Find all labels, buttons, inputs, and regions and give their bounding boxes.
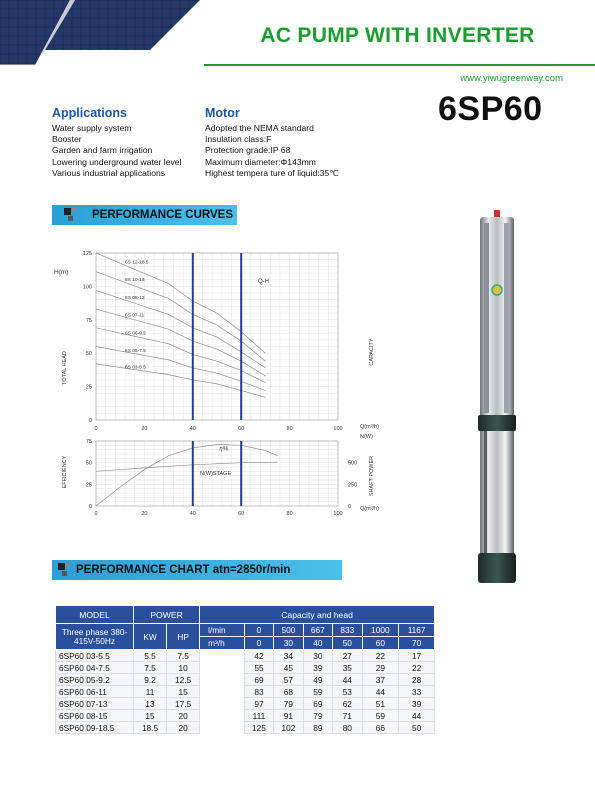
cell-hp: 7.5: [167, 650, 200, 662]
y-tick-label: 25: [85, 384, 92, 391]
cell-model: 6SP60 09-18.5: [56, 722, 134, 734]
list-item: Maximum diameter:Φ143mm: [205, 156, 316, 167]
cell-kw: 18.5: [134, 722, 167, 734]
cell-head: 39: [303, 662, 332, 674]
cell-head: 35: [333, 662, 362, 674]
cell-head: 33: [399, 686, 435, 698]
y-tick-label: 50: [85, 351, 92, 358]
y-tick-label: 0: [88, 504, 92, 510]
cell-head: 59: [303, 686, 332, 698]
y-tick-label: 125: [82, 251, 92, 257]
y-axis-title: TOTAL HEAD: [62, 351, 68, 385]
cell-blank: [200, 662, 245, 674]
cell-head: 22: [399, 662, 435, 674]
series-label: 6S 10-15: [125, 278, 145, 284]
x-axis-title: Q(m³/h): [360, 424, 379, 430]
cell-head: 57: [274, 674, 303, 686]
list-item: Garden and farm irrigation: [52, 145, 153, 156]
list-item: Various industrial applications: [52, 167, 166, 178]
x-tick-label: 100: [333, 426, 343, 432]
square-icon: [62, 571, 67, 576]
applications-list: [52, 123, 181, 179]
cell-head: 102: [274, 722, 303, 734]
x-tick-label: 40: [189, 511, 196, 517]
table-header-lmin: l/min: [200, 624, 245, 637]
right-axis-title: CAPACITY: [369, 338, 375, 366]
cell-kw: 9.2: [134, 674, 167, 686]
cell-head: 30: [303, 650, 332, 662]
y-tick-label: 50: [85, 460, 92, 467]
cell-kw: 5.5: [134, 650, 167, 662]
cell-head: 55: [244, 662, 273, 674]
table-header-cell: 70: [399, 637, 435, 650]
cell-head: 42: [244, 650, 273, 662]
list-item: Lowering underground water level: [52, 156, 182, 167]
y-tick-label: 25: [85, 482, 92, 489]
table-header-cell: 40: [303, 637, 332, 650]
square-icon: [64, 208, 71, 215]
table-header-phase: Three phase 380-415V-50Hz: [56, 624, 134, 650]
title-divider: [204, 64, 595, 66]
series-label: 6S 06-9.2: [125, 331, 146, 337]
list-item: Insulation class:F: [205, 134, 272, 145]
series-line: [96, 253, 265, 353]
motor-list: [205, 123, 339, 179]
cell-head: 44: [333, 674, 362, 686]
banner-title: PERFORMANCE CHART atn=2850r/min: [76, 564, 291, 576]
cell-head: 37: [362, 674, 399, 686]
table-row: [56, 710, 435, 722]
cell-head: 51: [362, 698, 399, 710]
model-number: 6SP60: [438, 90, 543, 128]
list-item: Protection grade:IP 68: [205, 145, 291, 156]
banner-title: PERFORMANCE CURVES: [92, 209, 233, 221]
table-header-cell: 30: [274, 637, 303, 650]
cell-head: 66: [362, 722, 399, 734]
cell-blank: [200, 674, 245, 686]
website-text: www.yiwugreenway.com: [460, 73, 563, 84]
y-tick-label: 75: [85, 439, 92, 445]
cell-head: 17: [399, 650, 435, 662]
series-label: 6S 12-18.5: [125, 260, 149, 266]
table-header-kw: KW: [134, 624, 167, 650]
cell-kw: 11: [134, 686, 167, 698]
cell-hp: 15: [167, 686, 200, 698]
series-line: [96, 445, 278, 507]
cell-head: 69: [244, 674, 273, 686]
y2-tick-label: 500: [348, 460, 358, 467]
cell-hp: 20: [167, 722, 200, 734]
pump-image: [466, 205, 526, 595]
list-item: Water supply system: [52, 123, 132, 133]
cell-head: 34: [274, 650, 303, 662]
cell-head: 29: [362, 662, 399, 674]
x-tick-label: 80: [286, 426, 293, 432]
cell-head: 22: [362, 650, 399, 662]
list-item: Adopted the NEMA standard: [205, 123, 314, 133]
cell-head: 49: [303, 674, 332, 686]
series-label: 6S 08-13: [125, 295, 145, 301]
square-icon: [72, 208, 76, 212]
cell-head: 45: [274, 662, 303, 674]
x-tick-label: 0: [94, 511, 98, 517]
cell-head: 69: [303, 698, 332, 710]
cell-blank: [200, 650, 245, 662]
square-icon: [66, 563, 70, 567]
y-axis-title: EFFICIENCY: [62, 455, 68, 489]
cell-blank: [200, 722, 245, 734]
cell-blank: [200, 698, 245, 710]
cell-hp: 10: [167, 662, 200, 674]
cell-kw: 7.5: [134, 662, 167, 674]
y-tick-label: 0: [88, 418, 92, 424]
cell-head: 83: [244, 686, 273, 698]
series-line: [96, 328, 265, 383]
table-header-power: POWER: [134, 606, 200, 624]
table-row: [56, 686, 435, 698]
right-axis-title: SHAFT POWER: [369, 455, 375, 497]
right-unit-label: N(W): [360, 434, 373, 440]
x-tick-label: 20: [141, 426, 148, 432]
table-header-cell: 1167: [399, 624, 435, 637]
table-header-cell: 667: [303, 624, 332, 637]
cell-hp: 17.5: [167, 698, 200, 710]
table-row: [56, 662, 435, 674]
cell-head: 79: [303, 710, 332, 722]
series-label: 6S 03-5.5: [125, 365, 146, 371]
cell-hp: 20: [167, 710, 200, 722]
series-label: 6S 07-11: [125, 313, 145, 319]
power-label: N(W)STAGE: [200, 470, 232, 477]
square-icon: [68, 216, 73, 221]
list-item: Highest tempera ture of liquid:35℃: [205, 167, 339, 178]
table-row: [56, 722, 435, 734]
table-row: [56, 698, 435, 710]
cell-head: 79: [274, 698, 303, 710]
table-header-m3h: m³/h: [200, 637, 245, 650]
efficiency-label: η%: [219, 446, 229, 453]
table-header-capacity: Capacity and head: [200, 606, 435, 624]
cell-kw: 13: [134, 698, 167, 710]
cell-head: 62: [333, 698, 362, 710]
table-header-cell: 1000: [362, 624, 399, 637]
cell-model: 6SP60 07-13: [56, 698, 134, 710]
cell-head: 80: [333, 722, 362, 734]
x-tick-label: 40: [189, 426, 196, 432]
y2-tick-label: 250: [348, 482, 358, 489]
x-tick-label: 100: [333, 511, 343, 517]
table-row: [56, 674, 435, 686]
cell-head: 125: [244, 722, 273, 734]
cell-head: 68: [274, 686, 303, 698]
cell-head: 53: [333, 686, 362, 698]
x-tick-label: 60: [238, 426, 245, 432]
cell-kw: 15: [134, 710, 167, 722]
cell-head: 44: [399, 710, 435, 722]
cell-blank: [200, 686, 245, 698]
cell-head: 97: [244, 698, 273, 710]
x-tick-label: 80: [286, 511, 293, 517]
table-header-cell: 60: [362, 637, 399, 650]
table-header-cell: 50: [333, 637, 362, 650]
performance-chart-banner: [52, 560, 342, 580]
cell-model: 6SP60 04-7.5: [56, 662, 134, 674]
list-item: Booster: [52, 134, 82, 145]
y-tick-label: 75: [85, 317, 92, 324]
cell-head: 111: [244, 710, 273, 722]
series-label: 6S 05-7.5: [125, 349, 146, 355]
table-row: [56, 650, 435, 662]
cell-head: 71: [333, 710, 362, 722]
x-tick-label: 20: [141, 511, 148, 517]
curve-label: Q-H: [258, 279, 269, 285]
table-header-cell: 500: [274, 624, 303, 637]
cell-blank: [200, 710, 245, 722]
cell-model: 6SP60 08-15: [56, 710, 134, 722]
table-header-cell: 0: [244, 624, 273, 637]
table-header-cell: 0: [244, 637, 273, 650]
series-line: [96, 309, 265, 376]
motor-heading: Motor: [205, 106, 240, 120]
square-icon: [58, 563, 65, 570]
x-tick-label: 0: [94, 426, 98, 432]
cell-head: 89: [303, 722, 332, 734]
y2-tick-label: 0: [348, 504, 352, 510]
applications-heading: Applications: [52, 106, 128, 120]
table-header-hp: HP: [167, 624, 200, 650]
cell-head: 59: [362, 710, 399, 722]
table-header-cell: 833: [333, 624, 362, 637]
cell-model: 6SP60 06-11: [56, 686, 134, 698]
performance-curves-banner: [52, 205, 237, 225]
y-unit-label: H(m): [54, 269, 69, 276]
cell-head: 44: [362, 686, 399, 698]
y-tick-label: 100: [82, 284, 92, 291]
performance-curves-chart: [48, 240, 398, 520]
cell-hp: 12.5: [167, 674, 200, 686]
series-line: [96, 290, 265, 368]
cell-model: 6SP60 03-5.5: [56, 650, 134, 662]
solar-panel-image: [0, 0, 200, 65]
cell-head: 50: [399, 722, 435, 734]
table-header-model: MODEL: [56, 606, 134, 624]
x-tick-label: 60: [238, 511, 245, 517]
x-axis-title: Q(m³/h): [360, 506, 379, 512]
cell-head: 39: [399, 698, 435, 710]
cell-head: 27: [333, 650, 362, 662]
performance-table: [55, 605, 435, 734]
cell-head: 91: [274, 710, 303, 722]
page-title: AC PUMP WITH INVERTER: [260, 24, 535, 47]
cell-model: 6SP60 05-9.2: [56, 674, 134, 686]
cell-head: 28: [399, 674, 435, 686]
